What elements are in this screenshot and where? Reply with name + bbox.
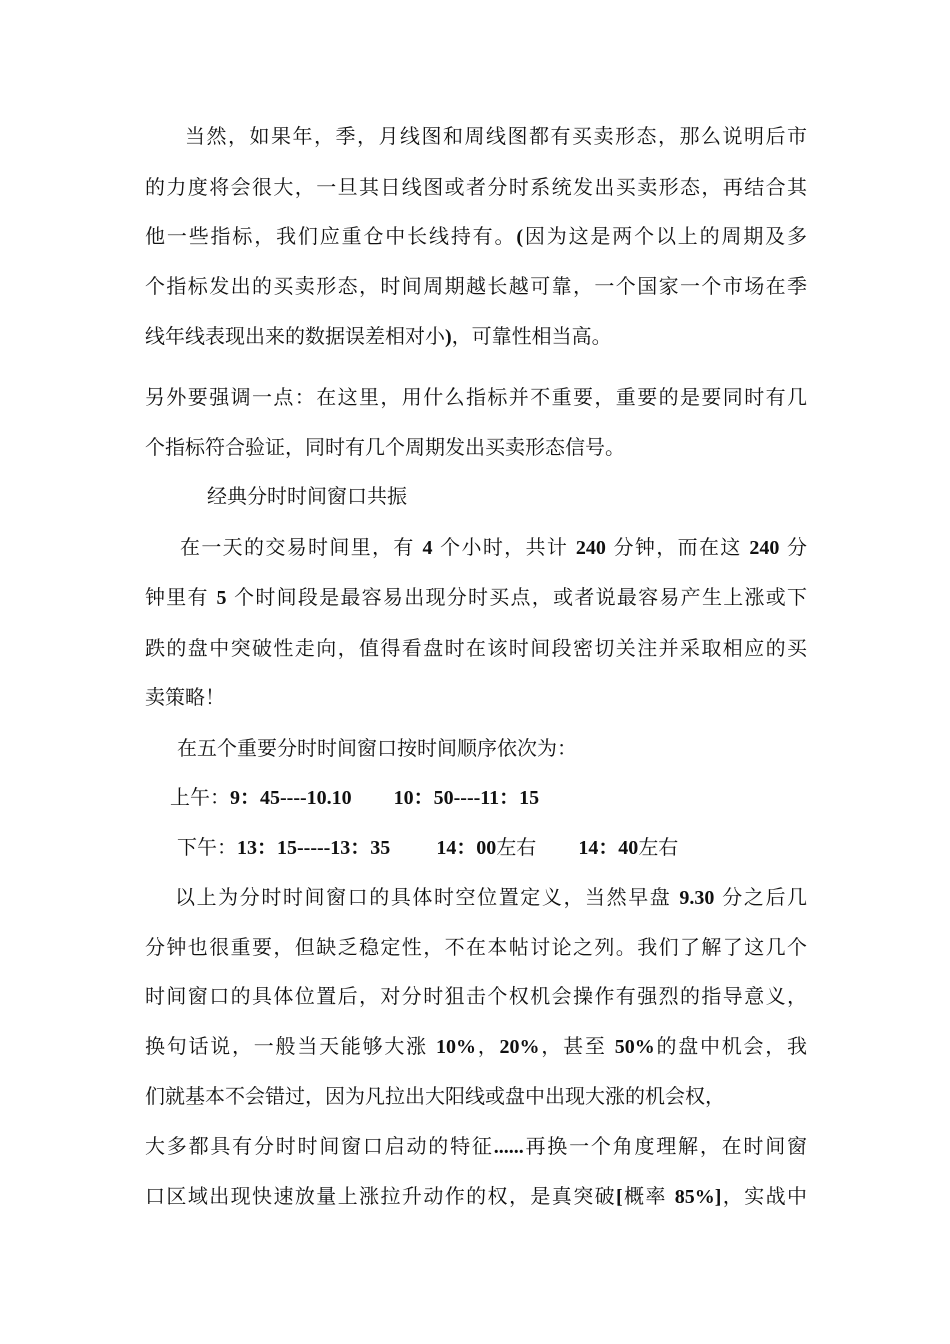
bold-span: ) (445, 326, 452, 348)
text-span: 们就基本不会错过，因为凡拉出大阳线或盘中出现大涨的机会权， (145, 1084, 725, 1108)
text-span: 在一天的交易时间里，有 (180, 535, 415, 559)
text-span: 个小时，共计 (440, 535, 569, 559)
text-span: 大多都具有分时时间窗口启动的特征 (145, 1134, 494, 1158)
bold-span: 240 (749, 537, 780, 559)
text-span: 因为这是两个以上的周期及多 (523, 224, 808, 248)
section-heading (207, 480, 950, 512)
afternoon-window-3: 14：40 (578, 837, 639, 859)
text-span: 个指标符合验证，同时有几个周期发出买卖形态信号。 (145, 435, 625, 459)
text-span: 当然，如果年，季，月线图和周线图都有买卖形态，那么说明后市 (185, 124, 807, 148)
text-span: 左右 (496, 835, 537, 859)
para5-line3 (145, 980, 807, 1012)
para2-line2 (145, 431, 950, 463)
para1-line1 (185, 120, 807, 152)
bold-span: 50% (614, 1036, 655, 1058)
bold-span: 4 (422, 537, 433, 559)
text-span: 的盘中机会，我 (654, 1034, 808, 1058)
text-span: 分钟也很重要，但缺乏稳定性，不在本帖讨论之列。我们了解了这几个 (145, 935, 807, 959)
para1-line2 (145, 171, 807, 203)
para1-line3 (145, 220, 807, 252)
para3-line3 (145, 632, 807, 664)
text-span: 以上为分时时间窗口的具体时空位置定义，当然早盘 (175, 885, 672, 909)
text-span: 在五个重要分时时间窗口按时间顺序依次为： (177, 736, 577, 760)
text-span: 换句话说，一般当天能够大涨 (145, 1034, 428, 1058)
afternoon-windows (177, 831, 950, 863)
text-span: 概率 (622, 1184, 667, 1208)
text-span: 个指标发出的买卖形态，时间周期越长越可靠，一个国家一个市场在季 (145, 274, 807, 298)
morning-window-2: 10：50----11：15 (393, 787, 540, 809)
para3-line2 (145, 581, 807, 613)
morning-label: 上午： (170, 785, 230, 809)
para4-line1 (177, 732, 950, 764)
para5-line5 (145, 1080, 950, 1112)
text-span: ，甚至 (539, 1034, 607, 1058)
morning-windows (170, 781, 950, 813)
text-span: 跌的盘中突破性走向，值得看盘时在该时间段密切关注并采取相应的买 (145, 636, 807, 660)
text-span: 卖策略！ (145, 685, 225, 709)
text-span: 分钟，而在这 (613, 535, 742, 559)
text-span: 经典分时时间窗口共振 (207, 484, 407, 508)
para5-line1 (175, 881, 807, 913)
text-span: 分之后几 (722, 885, 808, 909)
bold-span: 10% (436, 1036, 477, 1058)
para5-line6 (145, 1130, 807, 1162)
para1-line4 (145, 270, 807, 302)
text-span: 左右 (638, 835, 679, 859)
afternoon-window-2: 14：00 (436, 837, 497, 859)
text-span: ，可靠性相当高。 (451, 324, 612, 348)
bold-span: 20% (499, 1036, 540, 1058)
text-span: 钟里有 (145, 585, 209, 609)
para2-line1 (145, 381, 807, 413)
bold-span: 5 (216, 587, 227, 609)
bold-span: ( (516, 226, 524, 248)
para3-line4 (145, 681, 950, 713)
afternoon-label: 下午： (177, 835, 237, 859)
bold-span: ] (714, 1186, 722, 1208)
para5-line7 (145, 1180, 807, 1212)
text-span: 再换一个角度理解，在时间窗 (523, 1134, 808, 1158)
text-span: 线年线表现出来的数据误差相对小 (145, 324, 445, 348)
morning-window-1: 9：45----10.10 (230, 787, 352, 809)
text-span: 他一些指标，我们应重仓中长线持有。 (145, 224, 517, 248)
text-span: ，实战中 (721, 1184, 808, 1208)
bold-span: [ (616, 1186, 623, 1208)
text-span: 另外要强调一点：在这里，用什么指标并不重要，重要的是要同时有几 (145, 385, 807, 409)
bold-span: 9.30 (679, 887, 715, 909)
text-span: 口区域出现快速放量上涨拉升动作的权，是真突破 (145, 1184, 617, 1208)
para5-line2 (145, 931, 807, 963)
para3-line1 (180, 531, 807, 563)
text-span: ， (476, 1034, 500, 1058)
para5-line4 (145, 1030, 807, 1062)
afternoon-window-1: 13：15-----13：35 (237, 837, 391, 859)
bold-span: ...... (493, 1136, 524, 1158)
para1-line5 (145, 320, 950, 352)
text-span: 分 (787, 535, 808, 559)
bold-span: 85% (674, 1186, 715, 1208)
text-span: 个时间段是最容易出现分时买点，或者说最容易产生上涨或下 (234, 585, 808, 609)
text-span: 的力度将会很大，一旦其日线图或者分时系统发出买卖形态，再结合其 (145, 175, 807, 199)
text-span: 时间窗口的具体位置后，对分时狙击个权机会操作有强烈的指导意义， (145, 984, 807, 1008)
bold-span: 240 (575, 537, 606, 559)
